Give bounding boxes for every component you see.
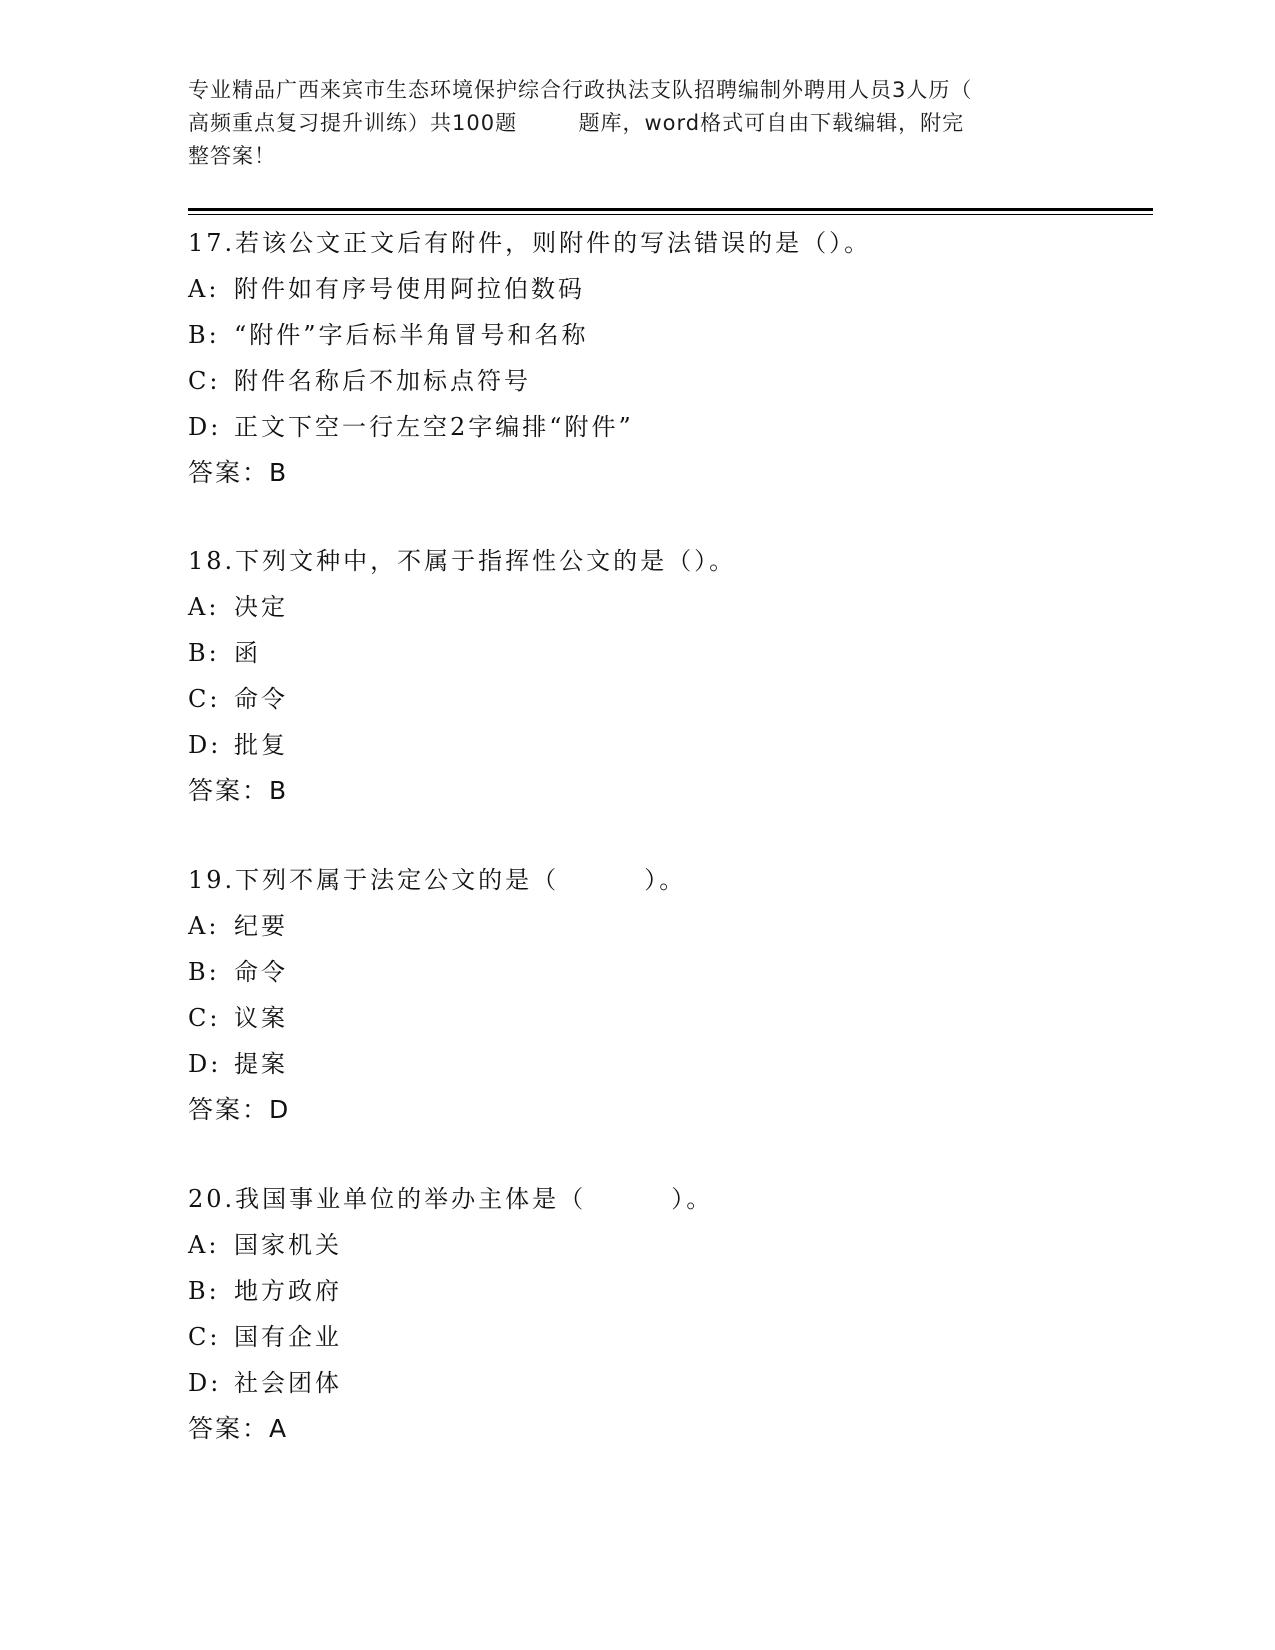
option-key: D: (188, 1050, 222, 1078)
answer-line: 答案：B (188, 776, 289, 805)
option-text: 地方政府 (234, 1277, 342, 1305)
option-text: 函 (234, 639, 261, 667)
option-text: 附件如有序号使用阿拉伯数码 (234, 275, 585, 303)
option-a (188, 903, 1148, 949)
document-header (188, 74, 1088, 173)
option-key: B: (188, 1277, 220, 1305)
option-text: 命令 (234, 685, 288, 713)
option-text: 提案 (234, 1050, 288, 1078)
option-key: D: (188, 413, 222, 441)
option-a (188, 584, 1148, 630)
header-line: 整答案！ (188, 144, 276, 168)
option-key: B: (188, 958, 220, 986)
option-text: 纪要 (234, 912, 288, 940)
option-key: C: (188, 1323, 221, 1351)
option-key: B: (188, 639, 220, 667)
option-d (188, 722, 1148, 768)
answer-line: 答案：B (188, 458, 289, 487)
header-line: 高频重点复习提升训练）共100题 题库，word格式可自由下载编辑，附完 (188, 111, 965, 135)
option-key: A: (188, 912, 220, 940)
question-stem: 18.下列文种中，不属于指挥性公文的是（）。 (188, 547, 737, 575)
option-key: B: (188, 321, 220, 349)
header-line: 专业精品广西来宾市生态环境保护综合行政执法支队招聘编制外聘用人员3人历（ (188, 78, 973, 102)
option-text: 国家机关 (234, 1231, 342, 1259)
option-text: 社会团体 (234, 1369, 342, 1397)
option-c (188, 995, 1148, 1041)
option-key: D: (188, 1369, 222, 1397)
question-19 (188, 857, 1148, 1133)
option-a (188, 266, 1148, 312)
option-b (188, 1268, 1148, 1314)
question-18 (188, 538, 1148, 814)
option-text: 命令 (234, 958, 288, 986)
option-c (188, 676, 1148, 722)
option-text: 决定 (234, 593, 288, 621)
option-text: 议案 (234, 1004, 288, 1032)
option-text: “附件”字后标半角冒号和名称 (234, 321, 589, 349)
option-key: C: (188, 685, 221, 713)
option-key: D: (188, 731, 222, 759)
option-text: 正文下空一行左空2字编排“附件” (234, 413, 634, 441)
question-stem: 19.下列不属于法定公文的是（ ）。 (188, 866, 687, 894)
question-20 (188, 1176, 1148, 1452)
option-key: A: (188, 1231, 220, 1259)
question-stem: 17.若该公文正文后有附件，则附件的写法错误的是（）。 (188, 229, 872, 257)
answer-line: 答案：D (188, 1095, 291, 1124)
answer-line: 答案：A (188, 1414, 289, 1443)
option-key: C: (188, 1004, 221, 1032)
option-b (188, 312, 1148, 358)
question-17 (188, 220, 1148, 496)
option-d (188, 404, 1148, 450)
option-b (188, 949, 1148, 995)
option-key: C: (188, 367, 221, 395)
option-d (188, 1041, 1148, 1087)
option-text: 批复 (234, 731, 288, 759)
option-key: A: (188, 275, 220, 303)
option-b (188, 630, 1148, 676)
header-divider (188, 208, 1153, 211)
header-divider-thin (188, 214, 1153, 215)
option-c (188, 1314, 1148, 1360)
option-a (188, 1222, 1148, 1268)
option-key: A: (188, 593, 220, 621)
option-c (188, 358, 1148, 404)
option-d (188, 1360, 1148, 1406)
question-stem: 20.我国事业单位的举办主体是（ ）。 (188, 1185, 714, 1213)
option-text: 附件名称后不加标点符号 (234, 367, 531, 395)
option-text: 国有企业 (234, 1323, 342, 1351)
